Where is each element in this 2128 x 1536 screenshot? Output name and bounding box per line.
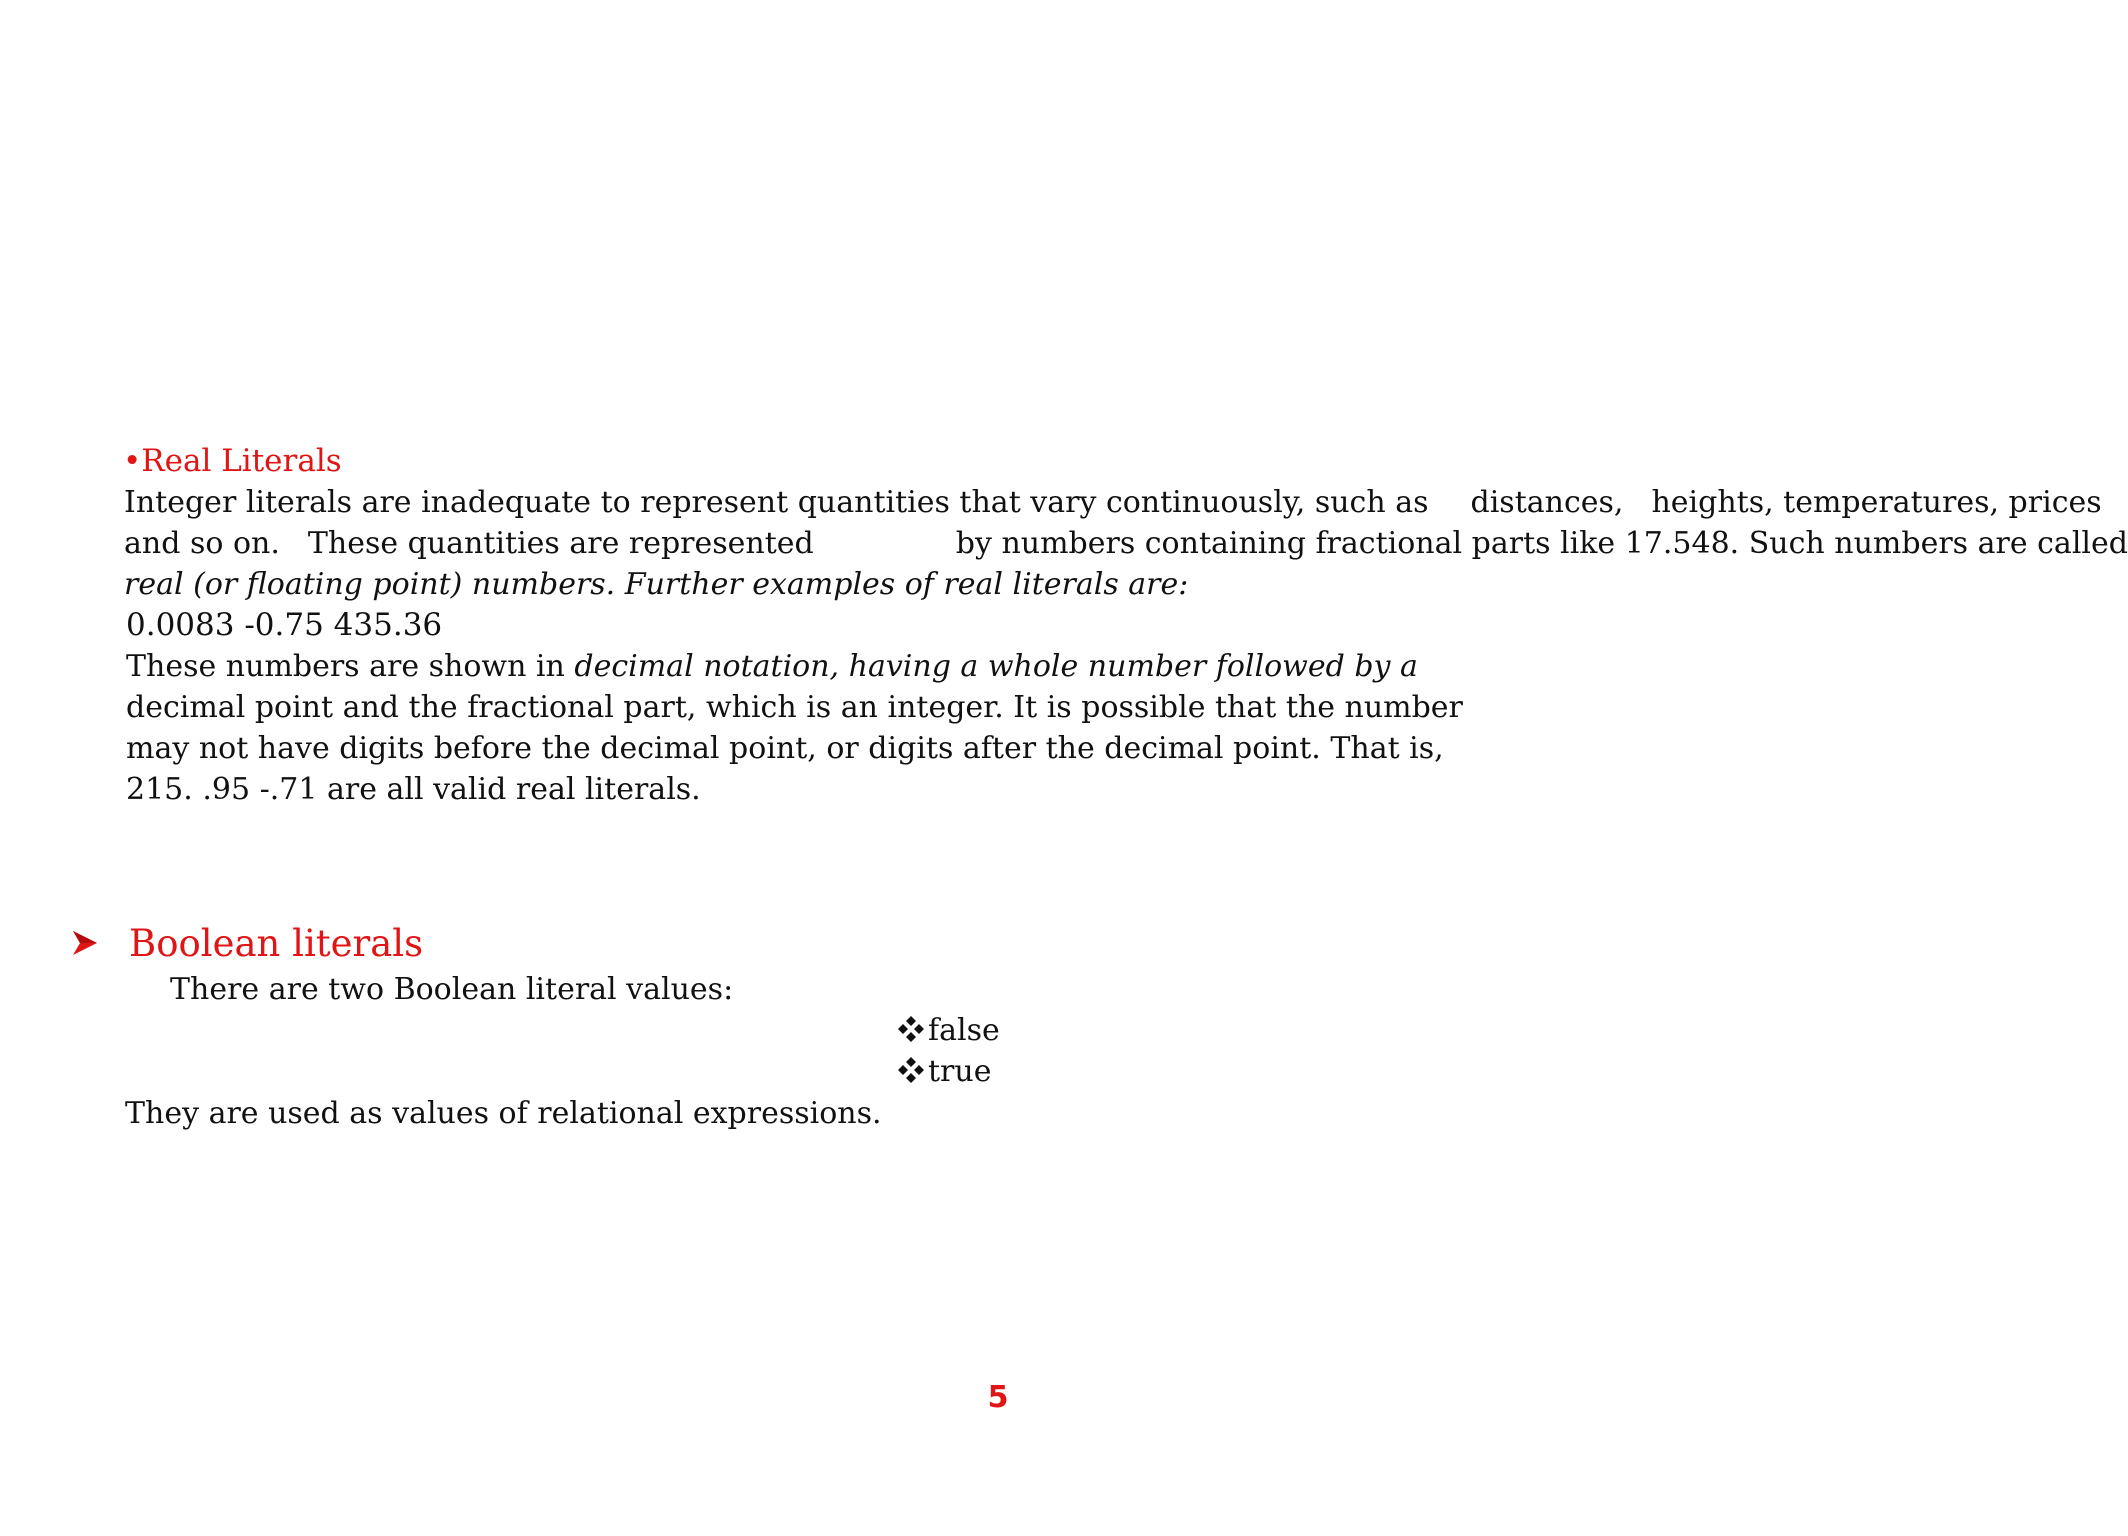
real-literal-examples: 0.0083 -0.75 435.36 (126, 607, 443, 643)
page-number: 5 (987, 1380, 1009, 1415)
decimal-line-4: 215. .95 -.71 are all valid real literals. (126, 772, 701, 807)
text-segment: distances, (1470, 485, 1624, 520)
boolean-literals-heading: Boolean literals (129, 922, 424, 965)
real-literals-heading: •Real Literals (123, 443, 342, 479)
paragraph-line-3: real (or floating point) numbers. Further examples of real literals are: (124, 567, 1189, 602)
text-segment: Integer literals are inadequate to represent quantities that vary continuously, such as (124, 485, 1429, 520)
paragraph-line-2 (124, 523, 2128, 564)
real-literals-paragraph (124, 482, 2128, 605)
boolean-usage-text: They are used as values of relational expressions. (125, 1096, 882, 1131)
decimal-line-3: may not have digits before the decimal point, or digits after the decimal point. That is, (126, 731, 1444, 766)
text-segment: heights, temperatures, prices (1651, 485, 2102, 520)
boolean-value-false (896, 1010, 1000, 1051)
text-segment: These numbers are shown in (126, 649, 575, 684)
boolean-intro-text: There are two Boolean literal values: (170, 972, 734, 1007)
decimal-line-1 (126, 646, 1463, 687)
boolean-value-label: false (928, 1013, 1000, 1048)
text-segment: and so on. (124, 526, 280, 561)
decimal-notation-paragraph (126, 646, 1463, 810)
decimal-line-2: decimal point and the fractional part, which is an integer. It is possible that the number (126, 690, 1463, 725)
text-segment: by numbers containing fractional parts like 17.548. Such numbers are called (955, 526, 2128, 561)
boolean-value-true (896, 1051, 991, 1092)
boolean-value-label: true (928, 1054, 992, 1089)
text-segment-italic: decimal notation, having a whole number followed by a (574, 649, 1418, 684)
four-diamond-bullet-icon (896, 1014, 926, 1044)
text-segment: These quantities are represented (307, 526, 814, 561)
paragraph-line-1 (124, 482, 2102, 523)
four-diamond-bullet-icon (896, 1055, 926, 1085)
arrow-bullet-icon (72, 928, 98, 958)
